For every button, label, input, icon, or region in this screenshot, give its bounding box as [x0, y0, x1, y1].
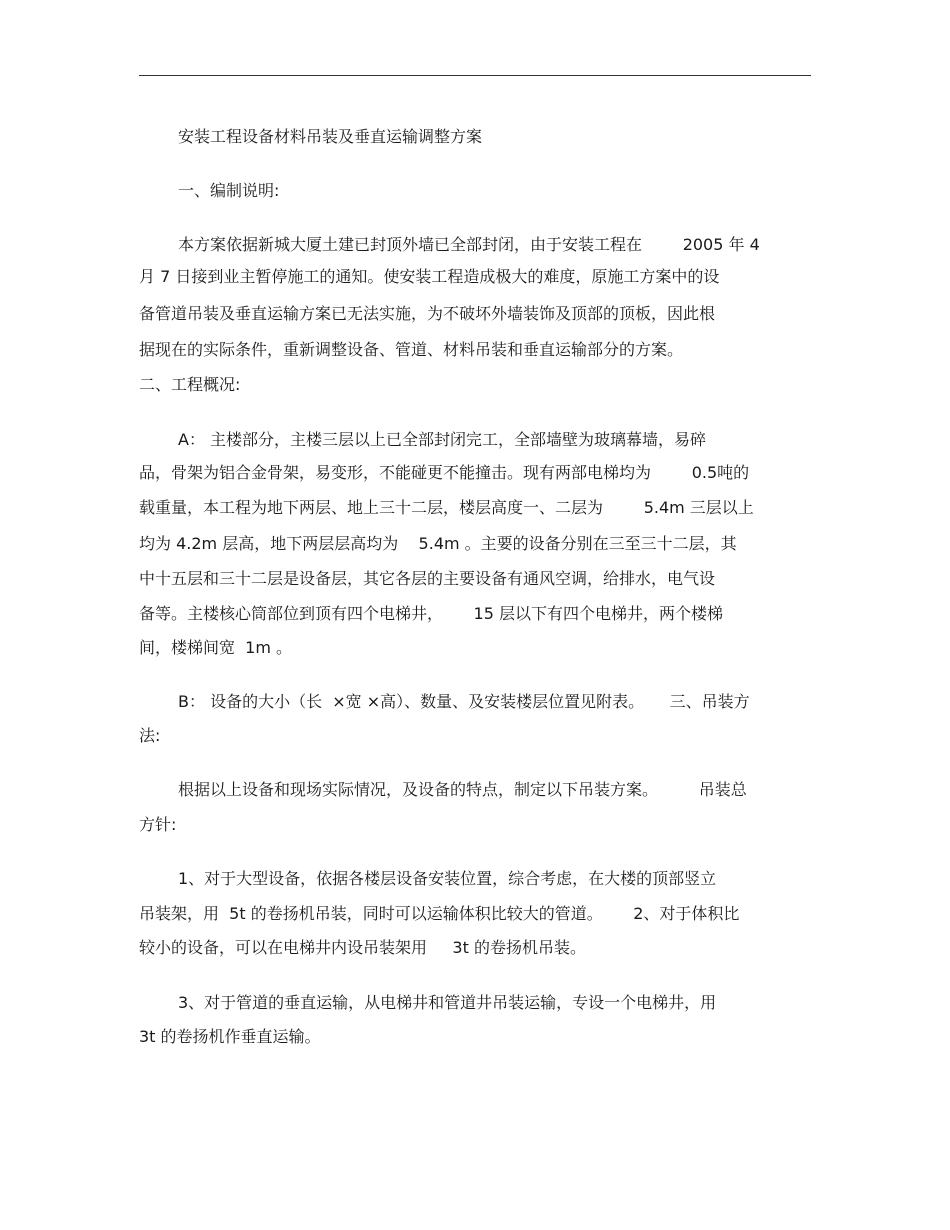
paragraph-line: A： 主楼部分，主楼三层以上已全部封闭完工，全部墙壁为玻璃幕墙，易碎: [178, 430, 707, 449]
paragraph-line: 备等。主楼核心筒部位到顶有四个电梯井， 15 层以下有四个电梯井，两个楼梯: [139, 604, 723, 623]
paragraph-line: 方针:: [139, 815, 177, 834]
section-heading: 一、编制说明:: [178, 181, 280, 200]
paragraph-line: 据现在的实际条件，重新调整设备、管道、材料吊装和垂直运输部分的方案。: [139, 340, 684, 359]
paragraph-line: 中十五层和三十二层是设备层，其它各层的主要设备有通风空调，给排水，电气设: [139, 569, 716, 588]
paragraph-line: 法:: [139, 726, 161, 745]
document-title: 安装工程设备材料吊装及垂直运输调整方案: [178, 127, 483, 146]
paragraph-line: 均为 4.2m 层高，地下两层层高均为 5.4m 。主要的设备分别在三至三十二层，其: [139, 534, 737, 553]
section-heading: 二、工程概况:: [139, 375, 241, 394]
paragraph-line: 3t 的卷扬机作垂直运输。: [139, 1027, 321, 1046]
paragraph-line: 根据以上设备和现场实际情况，及设备的特点，制定以下吊装方案。 吊装总: [178, 780, 747, 799]
paragraph-line: 载重量，本工程为地下两层、地上三十二层，楼层高度一、二层为 5.4m 三层以上: [139, 498, 754, 517]
paragraph-line: B： 设备的大小（长 ×宽 ×高）、数量、及安装楼层位置见附表。 三、吊装方: [178, 692, 750, 711]
paragraph-line: 备管道吊装及垂直运输方案已无法实施，为不破坏外墙装饰及顶部的顶板，因此根: [139, 304, 716, 323]
paragraph-line: 本方案依据新城大厦土建已封顶外墙已全部封闭，由于安装工程在 2005 年 4: [178, 235, 760, 254]
paragraph-line: 3、对于管道的垂直运输，从电梯井和管道井吊装运输，专设一个电梯井，用: [178, 993, 717, 1012]
paragraph-line: 吊装架，用 5t 的卷扬机吊装，同时可以运输体积比较大的管道。 2、对于体积比: [139, 904, 740, 923]
paragraph-line: 较小的设备，可以在电梯井内设吊装架用 3t 的卷扬机吊装。: [139, 938, 586, 957]
paragraph-line: 1、对于大型设备，依据各楼层设备安装位置，综合考虑，在大楼的顶部竖立: [178, 869, 717, 888]
paragraph-line: 品，骨架为铝合金骨架，易变形，不能碰更不能撞击。现有两部电梯均为 0.5吨的: [139, 463, 750, 482]
paragraph-line: 间，楼梯间宽 1m 。: [139, 638, 293, 657]
paragraph-line: 月 7 日接到业主暂停施工的通知。使安装工程造成极大的难度，原施工方案中的设: [139, 267, 720, 286]
header-rule: [139, 75, 811, 76]
